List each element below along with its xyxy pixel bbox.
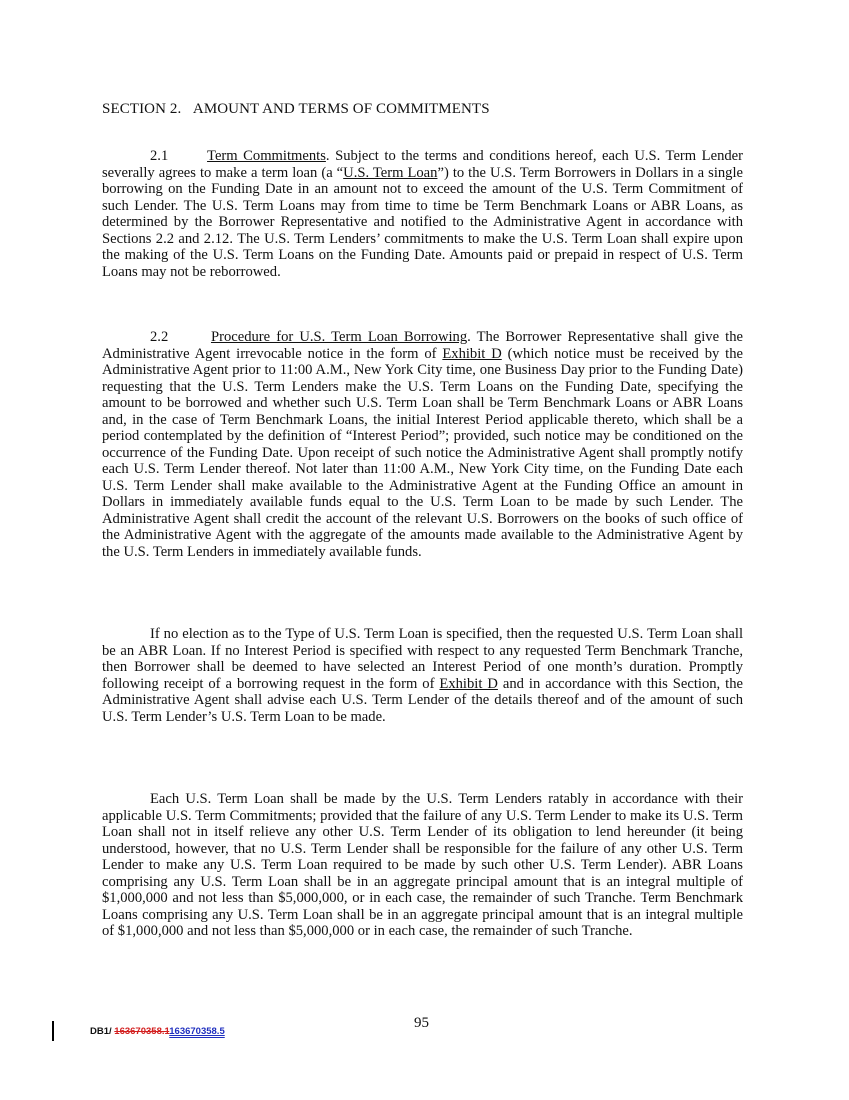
exhibit-reference: Exhibit D xyxy=(439,675,498,692)
document-id xyxy=(90,1026,225,1037)
paragraph-ratable-loans xyxy=(102,791,743,940)
paragraph-text: . Subject to the terms and conditions hereof, each U.S. Term Lender severally agrees to make a term loan (a “ xyxy=(102,148,743,181)
paragraph-text: . The Borrower Representative shall give the Administrative Agent irrevocable notice in the form of xyxy=(102,329,743,362)
paragraph-text: If no election as to the Type of U.S. Term Loan is specified, then the requested U.S. Term Loan shall be an ABR Loan. If no Interest Period is specified with respect to any requested Term Benchmark Tranche, then Borrower shall be deemed to have selected an Interest Period of one month’s duration. Promptly following receipt of a borrowing request in the form of xyxy=(102,626,743,692)
paragraph-text: ”) to the U.S. Term Borrowers in Dollars in a single borrowing on the Funding Date in an amount not to exceed the amount of the U.S. Term Commitment of such Lender. The U.S. Term Loans may from time to time be Term Benchmark Loans or ABR Loans, as determined by the Borrower Representative and notified to the Administrative Agent in accordance with Sections 2.2 and 2.12. The U.S. Term Lenders’ commitments to make the U.S. Term Loan shall expire upon the making of the U.S. Term Loans on the Funding Date. Amounts paid or prepaid in respect of U.S. Term Loans may not be reborrowed. xyxy=(102,164,743,280)
inserted-doc-id: 163670358.5 xyxy=(169,1026,225,1037)
page-number: 95 xyxy=(414,1015,429,1031)
defined-term: U.S. Term Loan xyxy=(343,164,438,181)
section-number: 2.2 xyxy=(150,329,169,345)
section-number: 2.1 xyxy=(150,148,169,164)
section-title: Procedure for U.S. Term Loan Borrowing xyxy=(210,329,468,345)
section-heading: SECTION 2. AMOUNT AND TERMS OF COMMITMENTS xyxy=(102,101,490,117)
paragraph-text: Each U.S. Term Loan shall be made by the U.S. Term Lenders ratably in accordance with their applicable U.S. Term Commitments; provided that the failure of any U.S. Term Lender to make its U.S. Term Loan shall not in itself relieve any other U.S. Term Lender of its obligation to lend hereunder (it being understood, however, that no U.S. Term Lender shall be responsible for the failure of any other U.S. Term Lender to make any U.S. Term Loan required to be made by such other U.S. Term Lender). ABR Loans comprising any U.S. Term Loan shall be in an aggregate principal amount that is an integral multiple of $1,000,000 and not less than $5,000,000, or in each case, the remainder of such Tranche. Term Benchmark Loans comprising any U.S. Term Loan shall be in an aggregate principal amount that is an integral multiple of $1,000,000 and not less than $5,000,000 or in each case, the remainder of such Tranche. xyxy=(102,791,743,939)
doc-prefix: DB1/ xyxy=(90,1026,115,1037)
paragraph-2-1 xyxy=(102,148,743,280)
paragraph-text: (which notice must be received by the Administrative Agent prior to 11:00 A.M., New York City time, one Business Day prior to the Funding Date) requesting that the U.S. Term Lenders make the U.S. Term Loans on the Funding Date, specifying the amount to be borrowed and whether such U.S. Term Loan shall be Term Benchmark Loans or ABR Loans and, in the case of Term Benchmark Loans, the initial Interest Period applicable thereto, which shall be a period contemplated by the definition of “Interest Period”; provided, such notice may be conditioned on the occurrence of the Funding Date. Upon receipt of such notice the Administrative Agent shall promptly notify each U.S. Term Lender thereof. Not later than 11:00 A.M., New York City time, on the Funding Date each U.S. Term Lender shall make available to the Administrative Agent at the Funding Office an amount in Dollars in immediately available funds equal to the U.S. Term Loan to be made by such Lender. The Administrative Agent shall credit the account of the relevant U.S. Borrowers on the books of such office of the Administrative Agent with the aggregate of the amounts made available to the Administrative Agent by the U.S. Term Lenders in immediately available funds. xyxy=(102,345,744,560)
paragraph-text: and in accordance with this Section, the Administrative Agent shall advise each U.S. Term Lender of the details thereof and of the amount of such U.S. Term Lender’s U.S. Term Loan to be made. xyxy=(102,675,744,725)
section-title: Term Commitments xyxy=(207,148,326,164)
deleted-doc-id: 163670358.1 xyxy=(114,1026,170,1037)
exhibit-reference: Exhibit D xyxy=(442,345,502,362)
revision-change-bar xyxy=(52,1021,54,1041)
paragraph-loan-type xyxy=(102,626,743,725)
paragraph-2-2 xyxy=(102,329,743,560)
